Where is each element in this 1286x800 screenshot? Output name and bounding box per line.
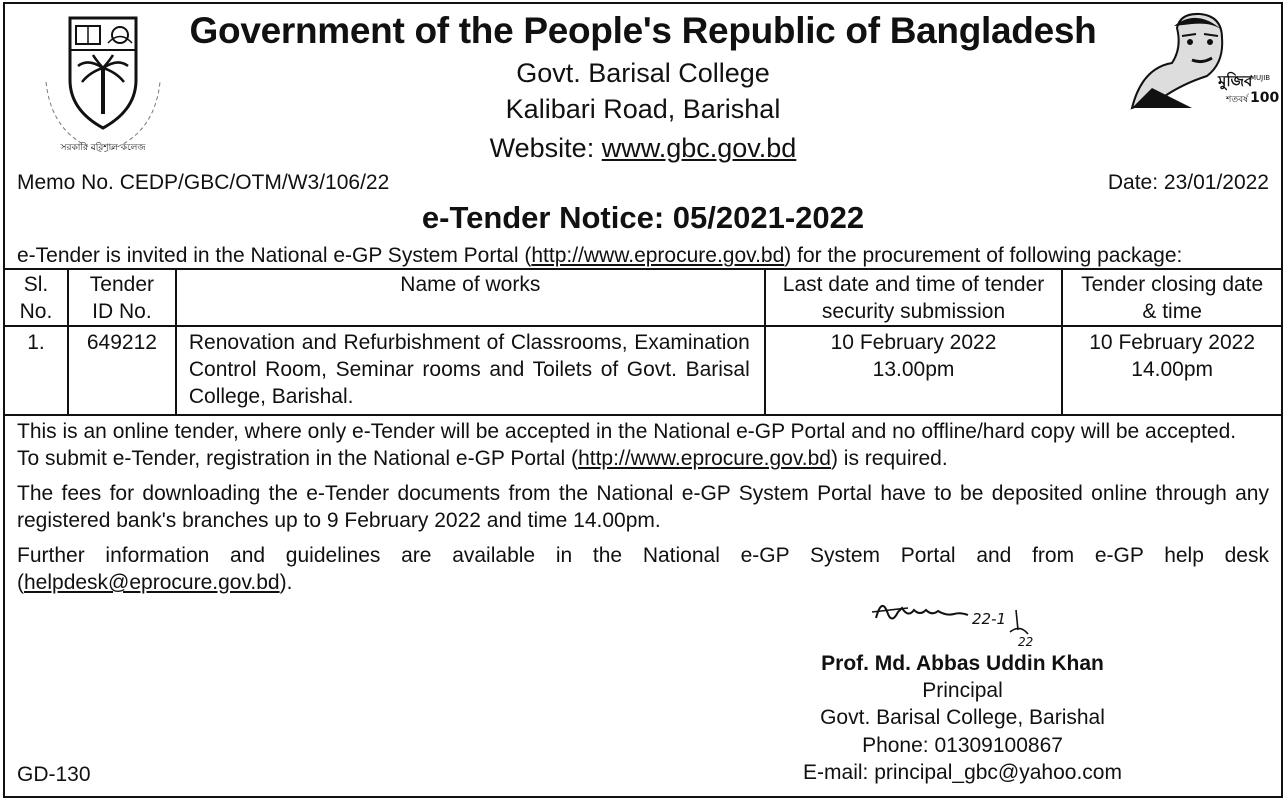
intro-text-start: e-Tender is invited in the National e-GP System Portal ( <box>17 244 532 267</box>
header-closing-date: Tender closing date & time <box>1062 269 1282 326</box>
signatory-organization: Govt. Barisal College, Barishal <box>820 706 1105 729</box>
intro-text <box>17 244 1182 268</box>
cell-closing-date: 10 February 2022 14.00pm <box>1062 326 1282 415</box>
header-name-of-works: Name of works <box>176 269 765 326</box>
notice-title: e-Tender Notice: 05/2021-2022 <box>421 200 865 235</box>
svg-text:MUJIB: MUJIB <box>1250 74 1271 82</box>
svg-text:সরকারি বরিশাল কলেজ: সরকারি বরিশাল কলেজ <box>60 143 146 153</box>
eprocure-registration-link[interactable]: http://www.eprocure.gov.bd <box>578 447 831 470</box>
header-security-submission: Last date and time of tender security submission <box>765 269 1063 326</box>
svg-text:মুজিব: মুজিব <box>1218 72 1253 90</box>
gd-code: GD-130 <box>17 763 91 786</box>
header-sl-no: Sl. No. <box>4 269 68 326</box>
signatory-phone: Phone: 01309100867 <box>862 734 1063 757</box>
svg-text:22: 22 <box>1018 635 1034 649</box>
signatory-email[interactable]: E-mail: principal_gbc@yahoo.com <box>803 761 1122 784</box>
website-label: Website: <box>489 133 602 163</box>
cell-tender-id: 649212 <box>68 326 176 415</box>
table-header-row <box>4 269 1282 326</box>
college-address: Kalibari Road, Barishal <box>505 94 781 124</box>
principal-signature <box>868 590 1048 648</box>
college-name: Govt. Barisal College <box>516 58 770 88</box>
website-link[interactable]: www.gbc.gov.bd <box>601 133 797 163</box>
signatory-name: Prof. Md. Abbas Uddin Khan <box>821 652 1104 675</box>
cell-sl-no: 1. <box>4 326 68 415</box>
intro-text-end: ) for the procurement of following package: <box>784 244 1183 267</box>
header-tender-id: Tender ID No. <box>68 269 176 326</box>
fees-note: The fees for downloading the e-Tender documents from the National e-GP System Portal have to be deposited online through any registered bank's branches up to 9 February 2022 and time 14.00pm. <box>17 482 1269 532</box>
online-tender-note: This is an online tender, where only e-Tender will be accepted in the National e-GP Portal and no offline/hard copy will be accepted. <box>17 420 1237 443</box>
svg-text:100: 100 <box>1250 90 1280 106</box>
table-row <box>4 326 1282 415</box>
cell-security-submission: 10 February 2022 13.00pm <box>765 326 1063 415</box>
signatory-role: Principal <box>922 679 1003 702</box>
memo-number: Memo No. CEDP/GBC/OTM/W3/106/22 <box>17 171 390 194</box>
cell-name-of-works: Renovation and Refurbishment of Classrooms, Examination Control Room, Seminar rooms and Toilets of Govt. Barisal College, Barishal. <box>176 326 765 415</box>
college-website <box>0 133 1286 164</box>
registration-note: To submit e-Tender, registration in the National e-GP Portal (http://www.eprocure.gov.bd) is required. <box>17 447 948 470</box>
notice-date: Date: 23/01/2022 <box>1107 171 1269 194</box>
eprocure-link[interactable]: http://www.eprocure.gov.bd <box>531 244 785 267</box>
svg-text:22-1: 22-1 <box>972 610 1007 628</box>
svg-text:শতবর্ষ: শতবর্ষ <box>1226 95 1249 105</box>
tender-table <box>3 268 1283 416</box>
helpdesk-email-link[interactable]: helpdesk@eprocure.gov.bd <box>24 571 280 594</box>
helpdesk-note: Further information and guidelines are available in the National e-GP System Portal and from e-GP help desk (helpdesk@eprocure.gov.bd). <box>17 544 1269 594</box>
government-title: Government of the People's Republic of Bangladesh <box>189 10 1097 51</box>
